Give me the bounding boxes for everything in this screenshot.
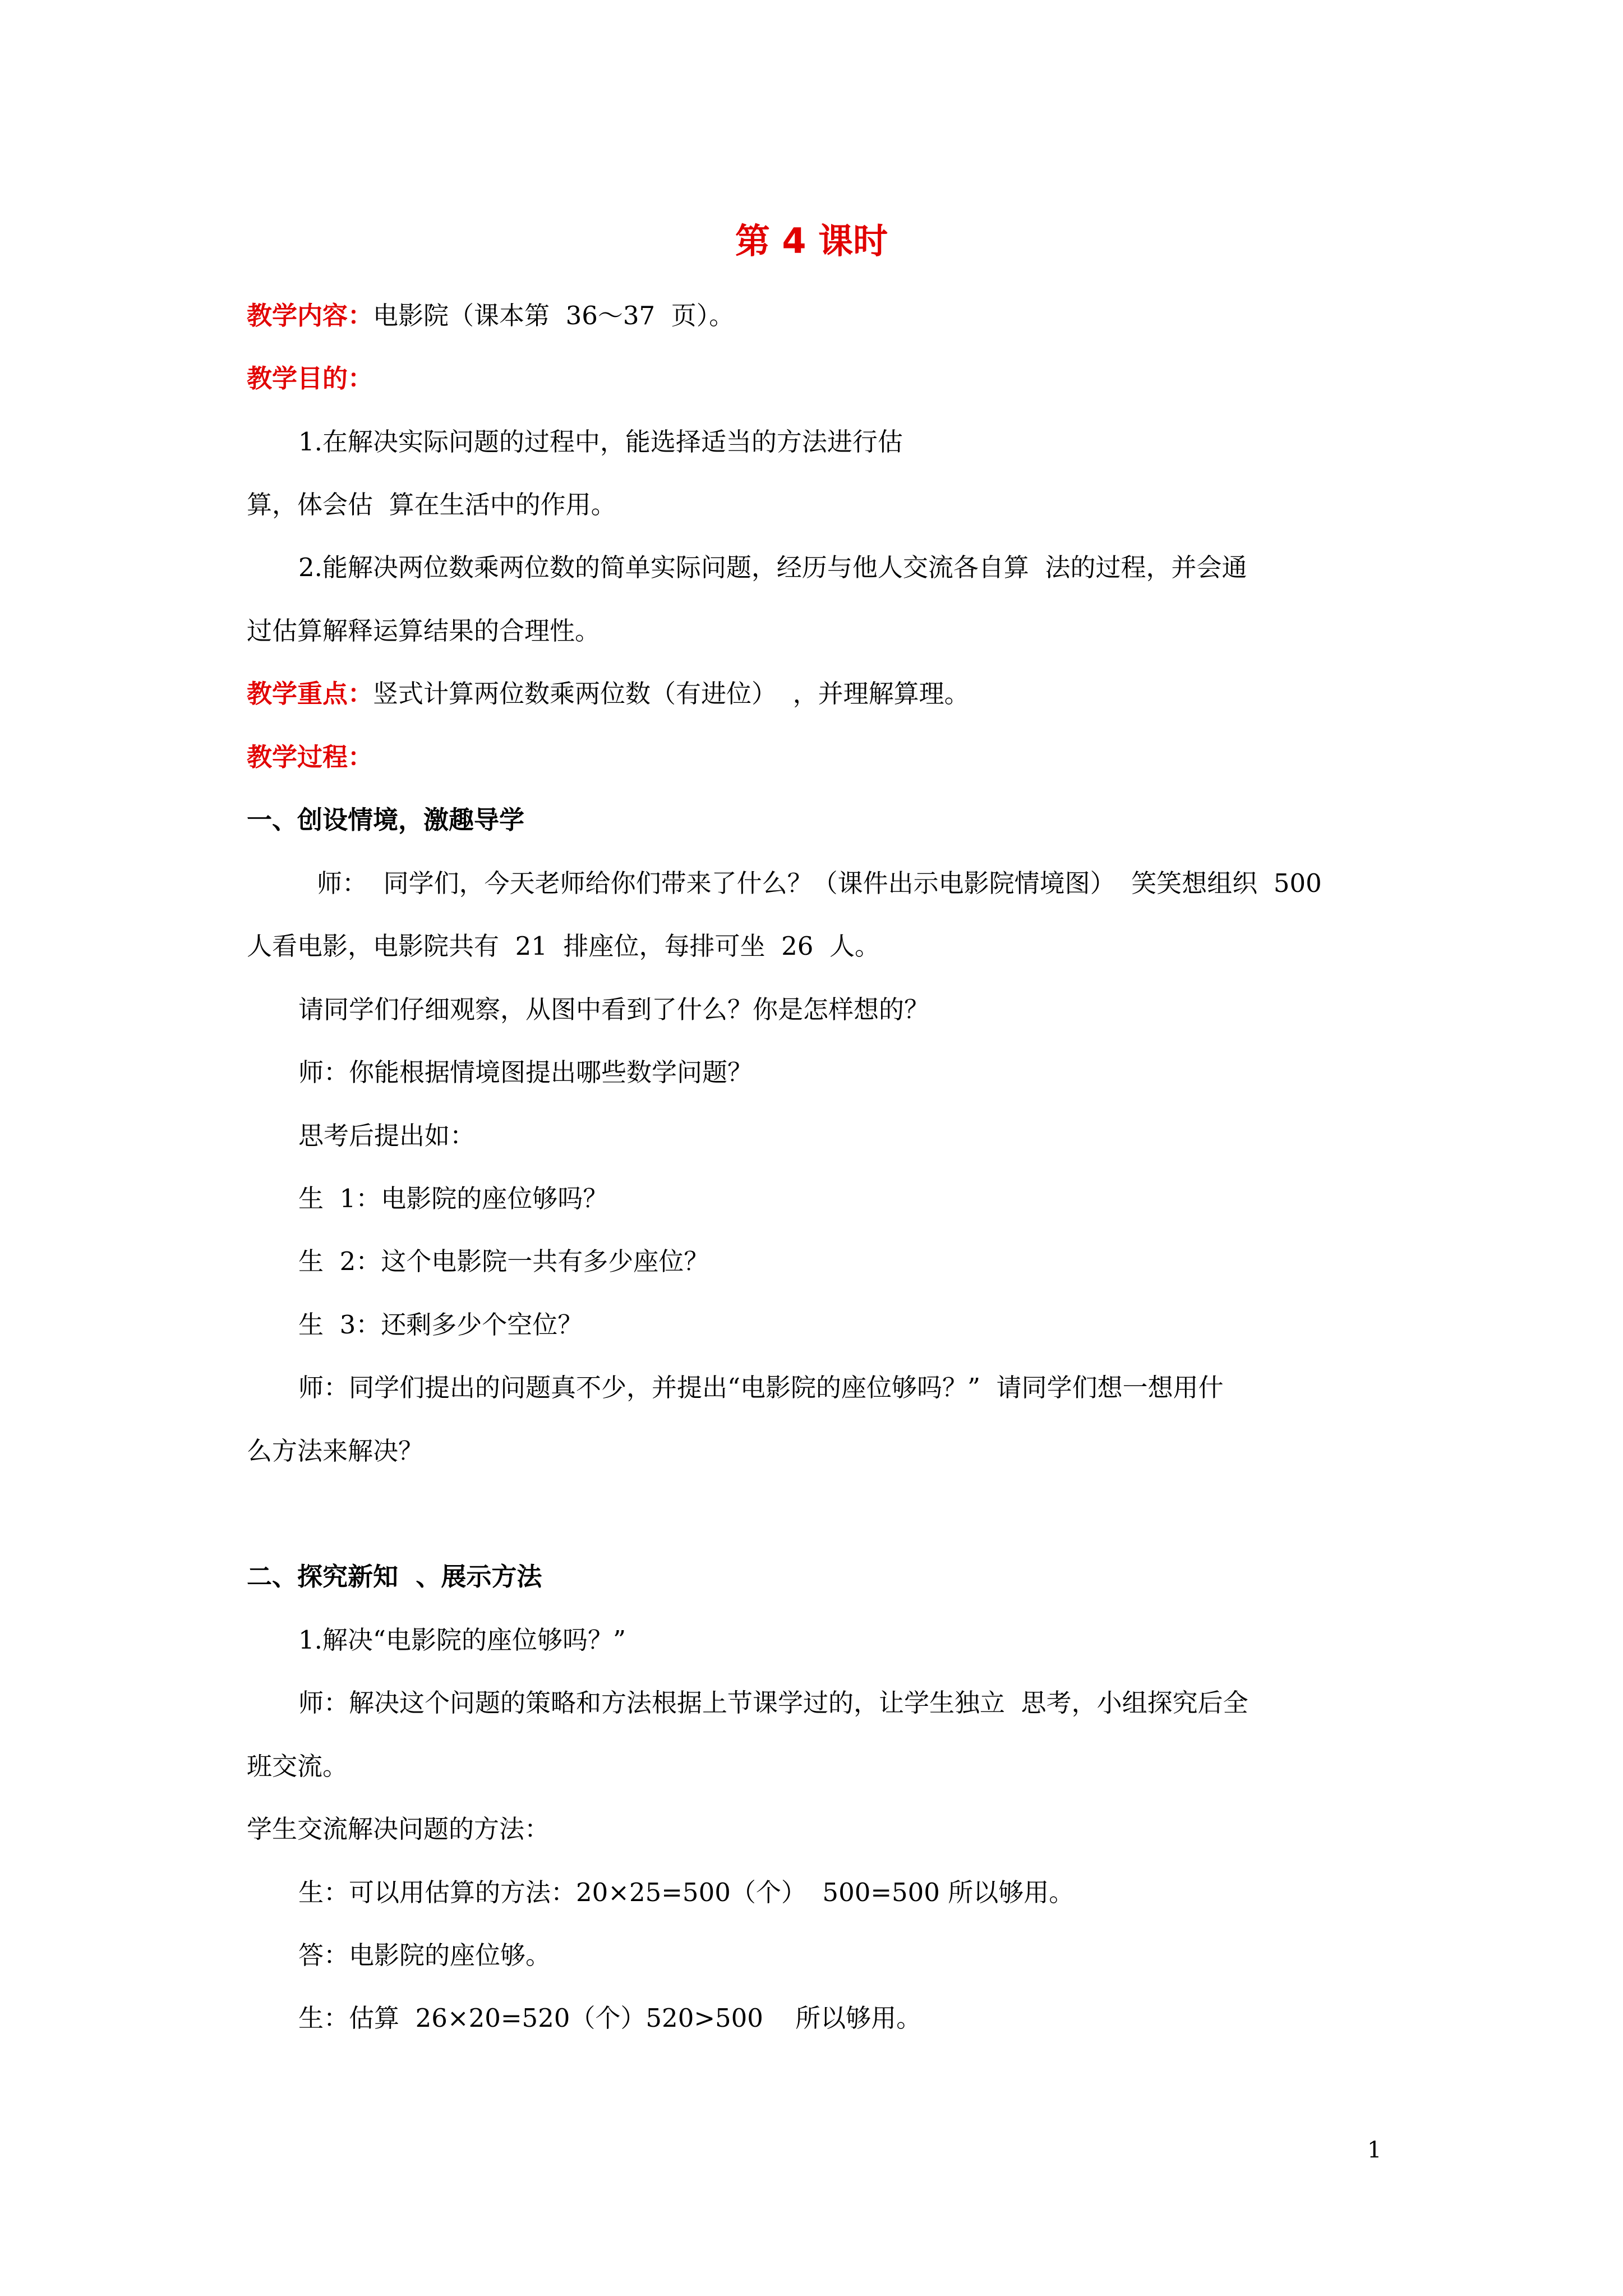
s1-paragraph-2: 请同学们仔细观察，从图中看到了什么？你是怎样想的？ [298,995,930,1024]
content-text: 电影院（课本第 36～37 页）。 [373,301,735,330]
goal-2-line-b: 过估算解释运算结果的合理性。 [247,616,601,646]
goal-2-line-a: 2.能解决两位数乘两位数的简单实际问题，经历与他人交流各自算 法的过程，并会通 [298,553,1247,582]
s2-paragraph-3: 学生交流解决问题的方法： [247,1814,550,1844]
s1-paragraph-7: 生 3：还剩多少个空位？ [298,1310,583,1340]
s1-paragraph-3: 师：你能根据情境图提出哪些数学问题？ [298,1057,753,1087]
s1-paragraph-1b: 人看电影，电影院共有 21 排座位，每排可坐 26 人。 [247,931,880,961]
s1-paragraph-5: 生 1：电影院的座位够吗？ [298,1184,608,1213]
s2-paragraph-2a: 师：解决这个问题的策略和方法根据上节课学过的，让学生独立 思考，小组探究后全 [298,1688,1248,1718]
key-point-line [247,677,970,711]
page-number: 1 [1367,2137,1382,2163]
section-1-heading: 一、创设情境，激趣导学 [247,805,525,835]
process-label: 教学过程： [247,742,374,772]
goal-label: 教学目的： [247,364,374,393]
s1-paragraph-8b: 么方法来解决？ [247,1436,424,1466]
s1-paragraph-4: 思考后提出如： [298,1121,476,1151]
s1-paragraph-8a: 师：同学们提出的问题真不少，并提出“电影院的座位够吗？” 请同学们想一想用什 [298,1373,1224,1402]
section-2-heading: 二、探究新知 、展示方法 [247,1562,542,1591]
s1-paragraph-6: 生 2：这个电影院一共有多少座位？ [298,1246,709,1276]
s2-paragraph-1: 1.解决“电影院的座位够吗？” [298,1625,626,1655]
s1-paragraph-1a: 师： 同学们，今天老师给你们带来了什么？（课件出示电影院情境图） 笑笑想组织 500 [317,868,1322,898]
s2-paragraph-5: 答：电影院的座位够。 [298,1940,551,1970]
key-label: 教学重点： [247,679,374,708]
key-text: 竖式计算两位数乘两位数（有进位） ，并理解算理。 [373,679,970,708]
content-line [247,299,734,333]
goal-1-line-b: 算，体会估 算在生活中的作用。 [247,490,616,519]
s2-paragraph-4: 生：可以用估算的方法：20×25=500（个） 500=500 所以够用。 [298,1878,1075,1907]
content-label: 教学内容： [247,301,374,330]
page-title: 第 4 课时 [735,220,888,261]
goal-1-line-a: 1.在解决实际问题的过程中，能选择适当的方法进行估 [298,427,903,457]
s2-paragraph-2b: 班交流。 [247,1751,348,1781]
s2-paragraph-6: 生：估算 26×20=520（个）520>500 所以够用。 [298,2003,922,2033]
